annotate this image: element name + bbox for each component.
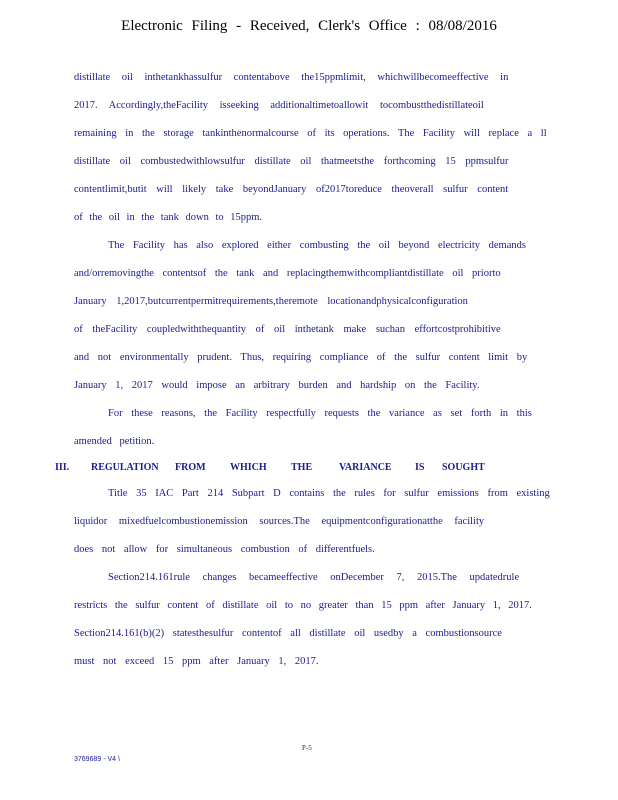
- page-number: P-5: [302, 744, 312, 752]
- body-line: of theFacility coupledwiththequantity of oil inthetank make suchan effortcostprohibitive: [74, 324, 501, 335]
- body-line: amended petition.: [74, 436, 155, 447]
- body-line: liquidor mixedfuelcombustionemission sources.The equipmentconfigurationatthe facility: [74, 516, 485, 527]
- body-line: and/orremovingthe contentsof the tank and replacingthemwithcompliantdistillate oil priorto: [74, 268, 501, 279]
- heading-word: SOUGHT: [442, 462, 485, 473]
- document-id: 3769689 - V4 \: [74, 756, 120, 763]
- body-line: Section214.161(b)(2) statesthesulfur contentof all distillate oil usedby a combustionsource: [74, 628, 502, 639]
- body-line: remaining in the storage tankinthenormalcourse of its operations. The Facility will replace a ll: [74, 128, 547, 139]
- section-number: III.: [55, 462, 70, 473]
- body-line: contentlimit,butit will likely take beyondJanuary of2017toreduce theoverall sulfur content: [74, 184, 509, 195]
- body-line: 2017. Accordingly,theFacility isseeking additionaltimetoallowit tocombustthedistillateoil: [74, 100, 484, 111]
- filing-header: Electronic Filing - Received, Clerk's Office : 08/08/2016: [121, 18, 497, 34]
- heading-word: VARIANCE: [339, 462, 392, 473]
- body-line: For these reasons, the Facility respectfully requests the variance as set forth in this: [108, 408, 532, 419]
- heading-word: REGULATION: [91, 462, 159, 473]
- body-line: Title 35 IAC Part 214 Subpart D contains the rules for sulfur emissions from existing: [108, 488, 550, 499]
- heading-word: THE: [291, 462, 313, 473]
- body-line: January 1, 2017 would impose an arbitrary burden and hardship on the Facility.: [74, 380, 480, 391]
- body-line: Section214.161rule changes becameeffective onDecember 7, 2015.The updatedrule: [108, 572, 520, 583]
- body-line: must not exceed 15 ppm after January 1, 2017.: [74, 656, 319, 667]
- body-line: does not allow for simultaneous combustion of differentfuels.: [74, 544, 375, 555]
- heading-word: FROM: [175, 462, 206, 473]
- body-line: distillate oil inthetankhassulfur contentabove the15ppmlimit, whichwillbecomeeffective in: [74, 72, 509, 83]
- body-line: The Facility has also explored either combusting the oil beyond electricity demands: [108, 240, 526, 251]
- heading-word: WHICH: [230, 462, 267, 473]
- body-line: of the oil in the tank down to 15ppm.: [74, 212, 263, 223]
- body-line: January 1,2017,butcurrentpermitrequirements,theremote locationandphysicalconfiguration: [74, 296, 468, 307]
- body-line: and not environmentally prudent. Thus, requiring compliance of the sulfur content limit by: [74, 352, 528, 363]
- body-line: distillate oil combustedwithlowsulfur distillate oil thatmeetsthe forthcoming 15 ppmsulfur: [74, 156, 509, 167]
- body-line: restricts the sulfur content of distillate oil to no greater than 15 ppm after January 1, 2017.: [74, 600, 532, 611]
- heading-word: IS: [415, 462, 425, 473]
